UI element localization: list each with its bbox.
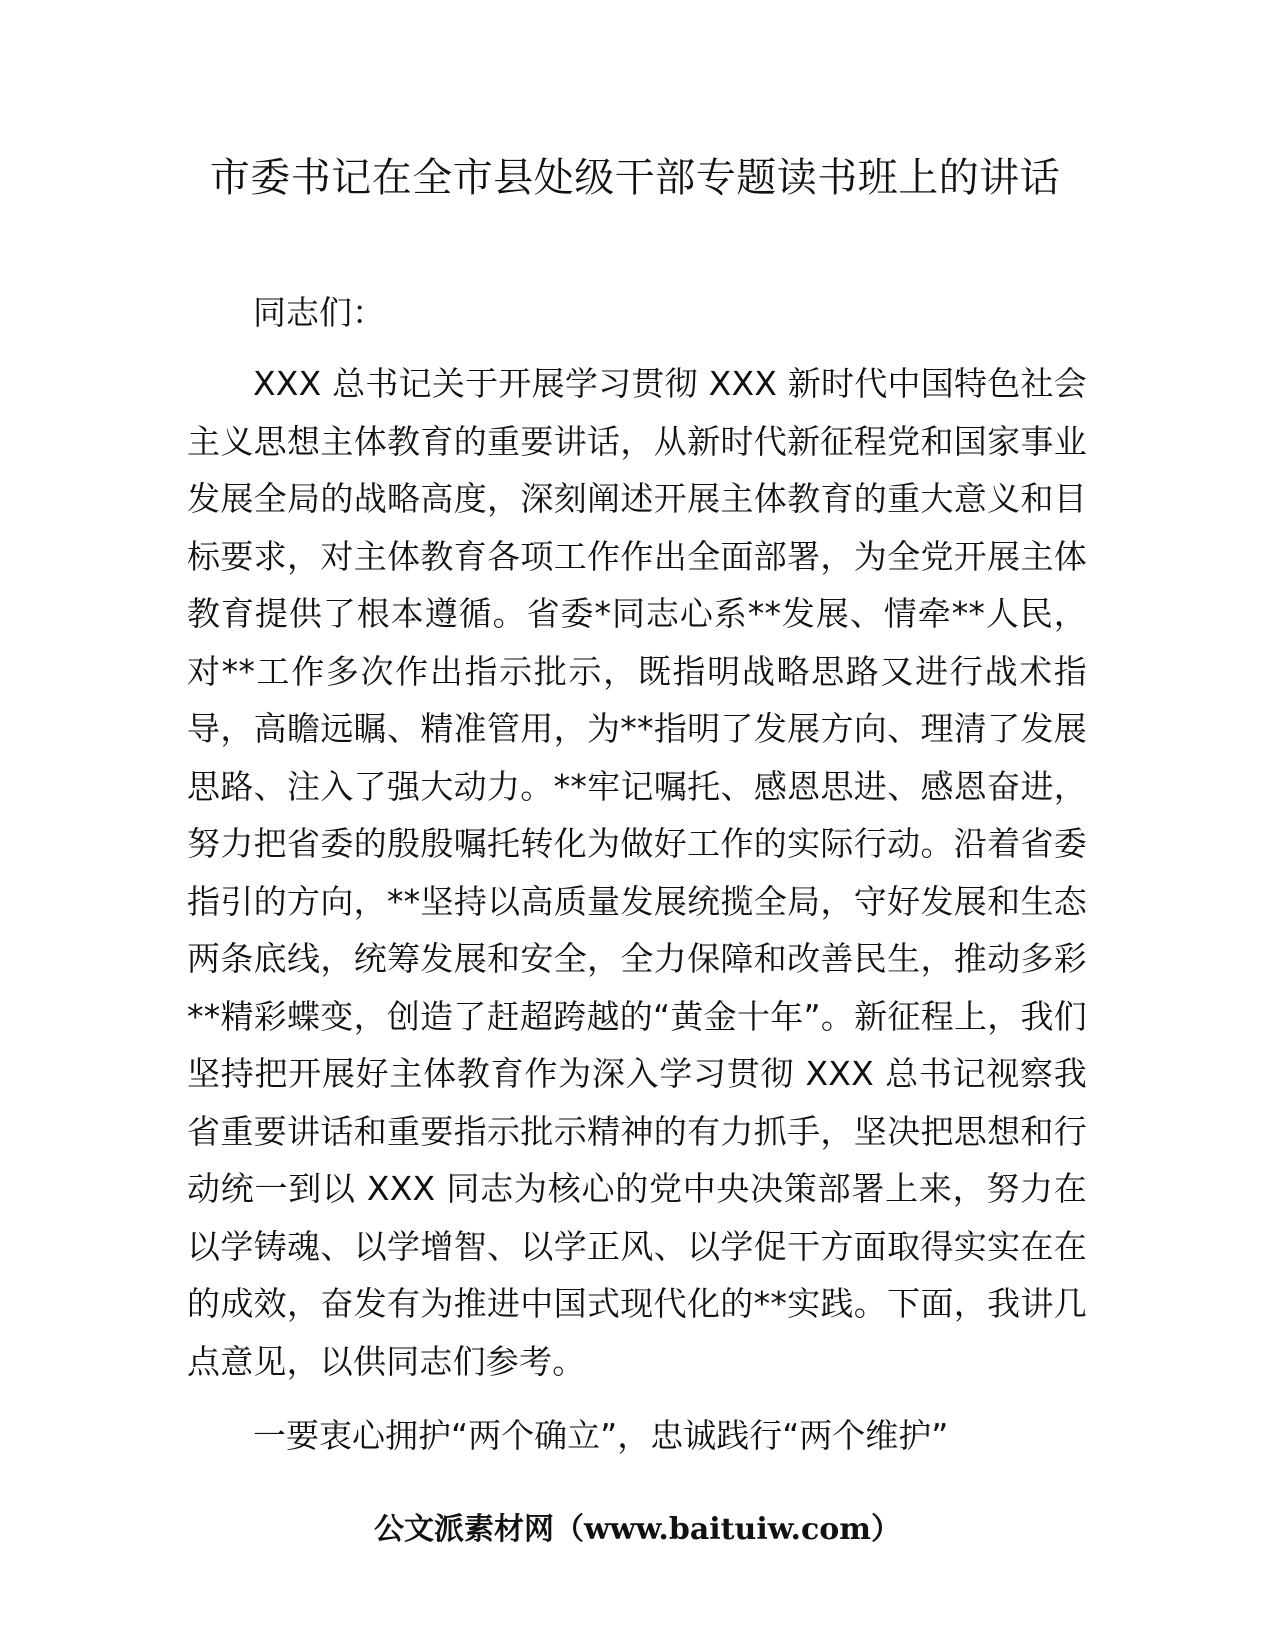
- section-heading: 一要衷心拥护“两个确立”，忠诚践行“两个维护”: [253, 1416, 949, 1455]
- document-title: 市委书记在全市县处级干部专题读书班上的讲话: [209, 155, 1061, 201]
- greeting-text: 同志们：: [253, 293, 385, 332]
- footer-watermark: 公文派素材网（www.baituiw.com）: [373, 1512, 902, 1547]
- body-paragraph: XXX 总书记关于开展学习贯彻 XXX 新时代中国特色社会主义思想主体教育的重要讲话，从新时代新征程党和国家事业发展全局的战略高度，深刻阐述开展主体教育的重大意义和目标要求，对主体教育各项工作作出全面部署，为全党开展主体教育提供了根本遵循。省委*同志心系**发展、情牵**人民，对**工作多次作出指示批示，既指明战略思路又进行战术指导，高瞻远瞩、精准管用，为**指明了发展方向、理清了发展思路、注入了强大动力。**牢记嘱托、感恩思进、感恩奋进，努力把省委的殷殷嘱托转化为做好工作的实际行动。沿着省委指引的方向，**坚持以高质量发展统揽全局，守好发展和生态两条底线，统筹发展和安全，全力保障和改善民生，推动多彩**精彩蝶变，创造了赶超跨越的“黄金十年”。新征程上，我们坚持把开展好主体教育作为深入学习贯彻 XXX 总书记视察我省重要讲话和重要指示批示精神的有力抓手，坚决把思想和行动统一到以 XXX 同志为核心的党中央决策部署上来，努力在以学铸魂、以学增智、以学正风、以学促干方面取得实实在在的成效，奋发有为推进中国式现代化的**实践。下面，我讲几点意见，以供同志们参考。: [187, 364, 1087, 1381]
